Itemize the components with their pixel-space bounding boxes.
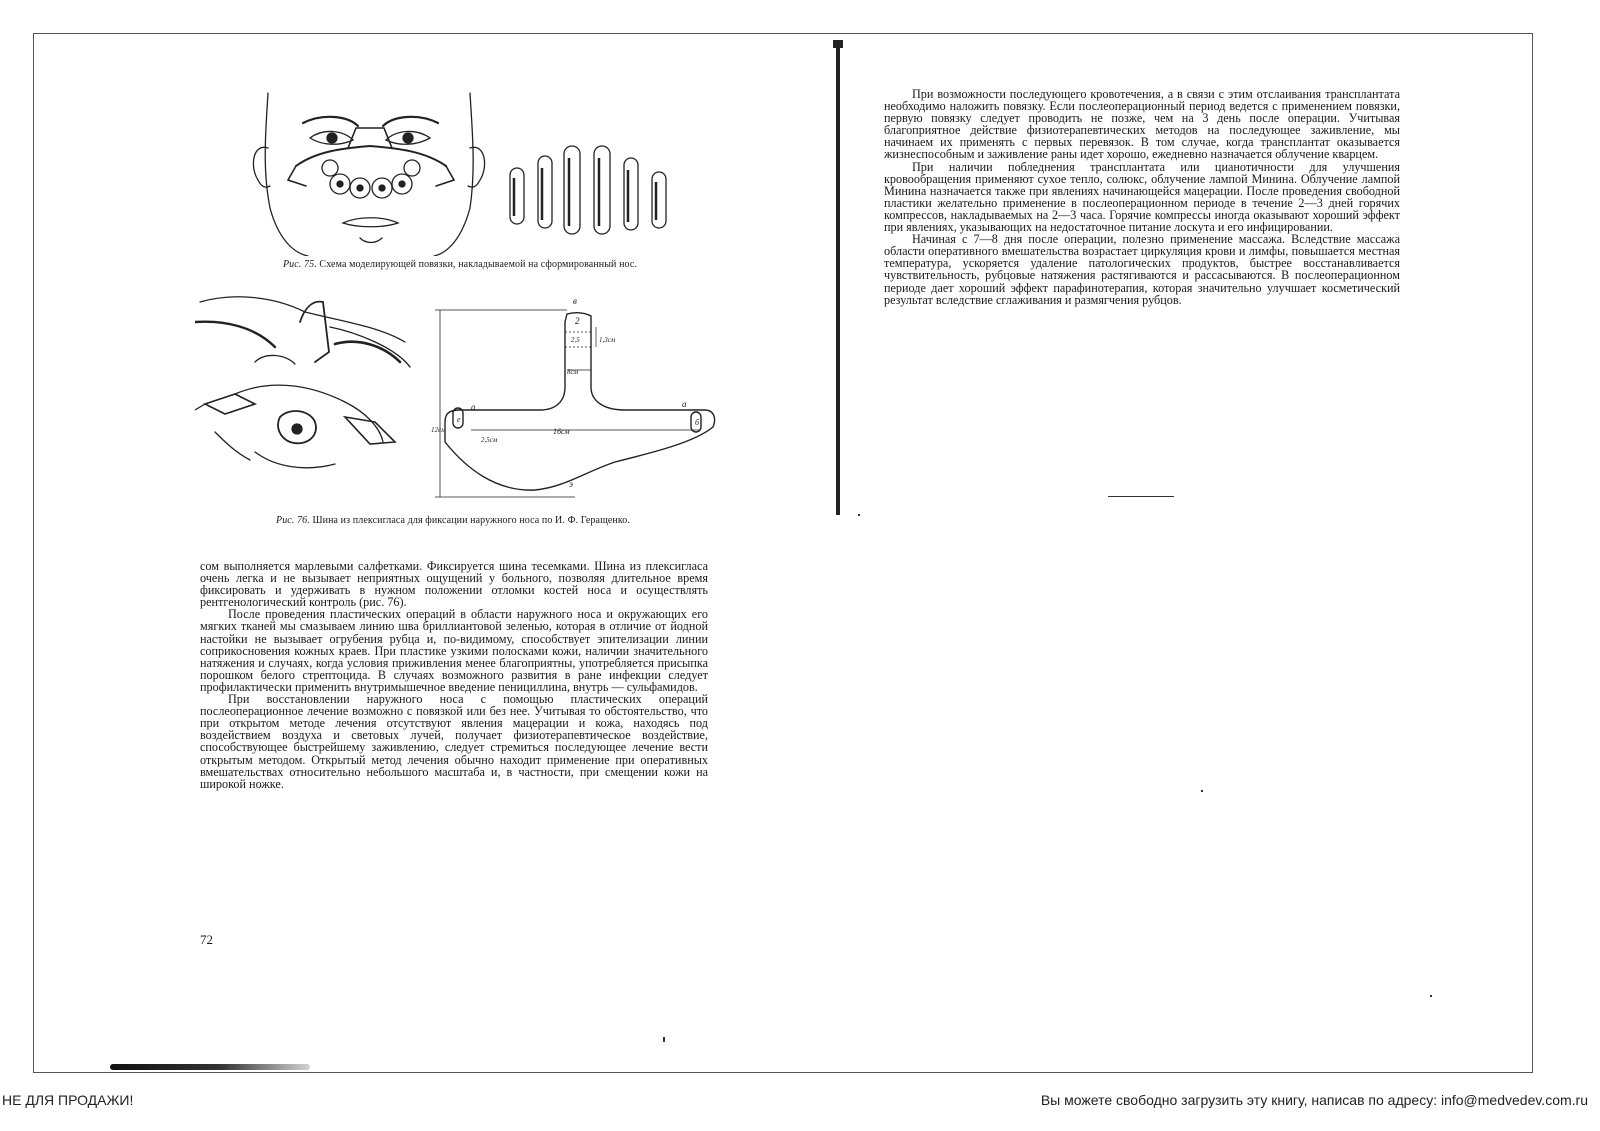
page-number: 72 xyxy=(200,932,213,947)
face-right-contour xyxy=(434,93,473,256)
figure-76-caption xyxy=(258,515,648,526)
left-paragraph-3: При восстановлении наружного носа с помощью пластических операций послеоперационное лечение возможно с повязкой или без нее. Учитывая то обстоятельство, что при открытом методе лечения отсутствуют явления мацерации и кожа, находясь под воздействием воздуха и световых лучей, получает физиотерапевтическое воздействие, способствующее быстрейшему заживлению, следует стремиться последующее лечение вести открытым методом. Открытый метод лечения обычно находит применение при оперативных вмешательствах относительно небольшого масштаба и, в частности, при смещении кожи на широкой ножке. xyxy=(200,692,708,791)
figure-75-caption-prefix: Рис. 75. xyxy=(282,259,317,270)
label-right-b: б xyxy=(695,418,700,427)
label-top-height: 1,3см xyxy=(599,336,616,344)
right-page-body xyxy=(884,88,1400,306)
label-bottom: э xyxy=(569,479,573,489)
label-top: в xyxy=(573,296,577,306)
book-spine xyxy=(836,40,840,515)
right-paragraph-2: При наличии побледнения трансплантата или цианотичности для улучшения кровообращения применяют сухое тепло, солюкс, облучение лампой Минина. Облучение лампой Минина назначается также при явлениях начинающейся мацерации. После проведения свободной пластики желательно применение в послеоперационном периоде в течение 2—3 дней горячих компрессов, накладываемых на 2—3 часа. Горячие компрессы иногда оказывают хороший эффект при явлениях, указывающих на недостаточное питание лоскута и его инфицировании. xyxy=(884,159,1400,235)
figure-75-caption xyxy=(270,259,650,270)
left-page-body xyxy=(200,560,708,790)
figure-76-illustration xyxy=(195,292,725,514)
right-ear xyxy=(468,147,485,187)
left-ear xyxy=(253,147,270,187)
scan-speck xyxy=(858,514,860,516)
label-left-e: е xyxy=(457,415,461,424)
right-paragraph-3: Начиная с 7—8 дня после операции, полезно применение массажа. Вследствие массажа области оперативного вмешательства возрастает циркуляция крови и лимфы, повышается местная температура, ускоряется удаление патологических продуктов, быстрее восстанавливается чувствительность, рубцовые натяжения растягиваются и рассасываются. В послеоперационном периоде дает хороший эффект парафинотерапия, которая значительно улучшает косметический результат вследствие сглаживания и размягчения рубцов. xyxy=(884,232,1400,307)
scan-speck xyxy=(663,1037,665,1042)
label-right-a: а xyxy=(682,399,687,409)
scan-speck xyxy=(1430,995,1432,997)
label-height: 12см xyxy=(431,426,446,434)
scan-speck xyxy=(1201,790,1203,792)
figure-75-illustration xyxy=(248,88,688,256)
bandage-rolls xyxy=(510,146,666,234)
left-paragraph-1: сом выполняется марлевыми салфетками. Фиксируется шина тесемками. Шина из плексигласа очень легка и не вызывает неприятных ощущений у больного, позволяя длительное время фиксировать и удерживать в нужном положении отломки костей носа и осуществлять рентгенологический контроль (рис. 76). xyxy=(200,559,708,610)
footer-not-for-sale: НЕ ДЛЯ ПРОДАЖИ! xyxy=(2,1092,134,1108)
label-left-a: а xyxy=(471,402,476,412)
figure-76-caption-text: Шина из плексигласа для фиксации наружного носа по И. Ф. Геращенко. xyxy=(312,515,631,526)
label-stem: 8см xyxy=(567,368,579,376)
label-width: 16см xyxy=(553,427,570,436)
face-with-splint xyxy=(195,297,410,468)
label-num: 2 xyxy=(575,316,580,326)
section-end-rule xyxy=(1108,496,1174,497)
face-left-contour xyxy=(265,93,308,256)
scan-smudge xyxy=(110,1064,310,1070)
right-paragraph-1: При возможности последующего кровотечения, а в связи с этим отслаивания трансплантата необходимо наложить повязку. Если послеоперационный период ведется с применением повязки, первую повязку следует проводить не позже, чем на 3 день после операции. Учитывая благоприятное действие физиотерапевтических методов на последующее заживление, мы начинаем их применять с первых перевязок. В том случае, когда трансплантат оказывается жизнеспособным и заживление раны идет хорошо, ежедневно назначается облучение кварцем. xyxy=(884,87,1400,162)
left-paragraph-2: После проведения пластических операций в области наружного носа и окружающих его мягких тканей мы смазываем линию шва бриллиантовой зеленью, которая в отличие от йодной настойки не вызывает огрубения рубца и, по-видимому, способствует эпителизации линии соприкосновения кожных краев. При пластике узкими полосками кожи, наличии значительного натяжения и случаях, когда условия приживления менее благоприятны, употребляется присыпка порошком белого стрептоцида. В случаях возможного развития в ране инфекции следует профилактически применить внутримышечное введение пенициллина, внутрь — сульфамидов. xyxy=(200,607,708,694)
figure-76-caption-prefix: Рис. 76. xyxy=(275,515,310,526)
footer-download-note: Вы можете свободно загрузить эту книгу, написав по адресу: info@medvedev.com.ru xyxy=(1040,1092,1588,1108)
figure-75-caption-text: Схема моделирующей повязки, накладываемой на сформированный нос. xyxy=(319,259,638,270)
label-top-width: 2,5 xyxy=(571,336,580,344)
label-left-dim: 2,5см xyxy=(481,436,498,444)
